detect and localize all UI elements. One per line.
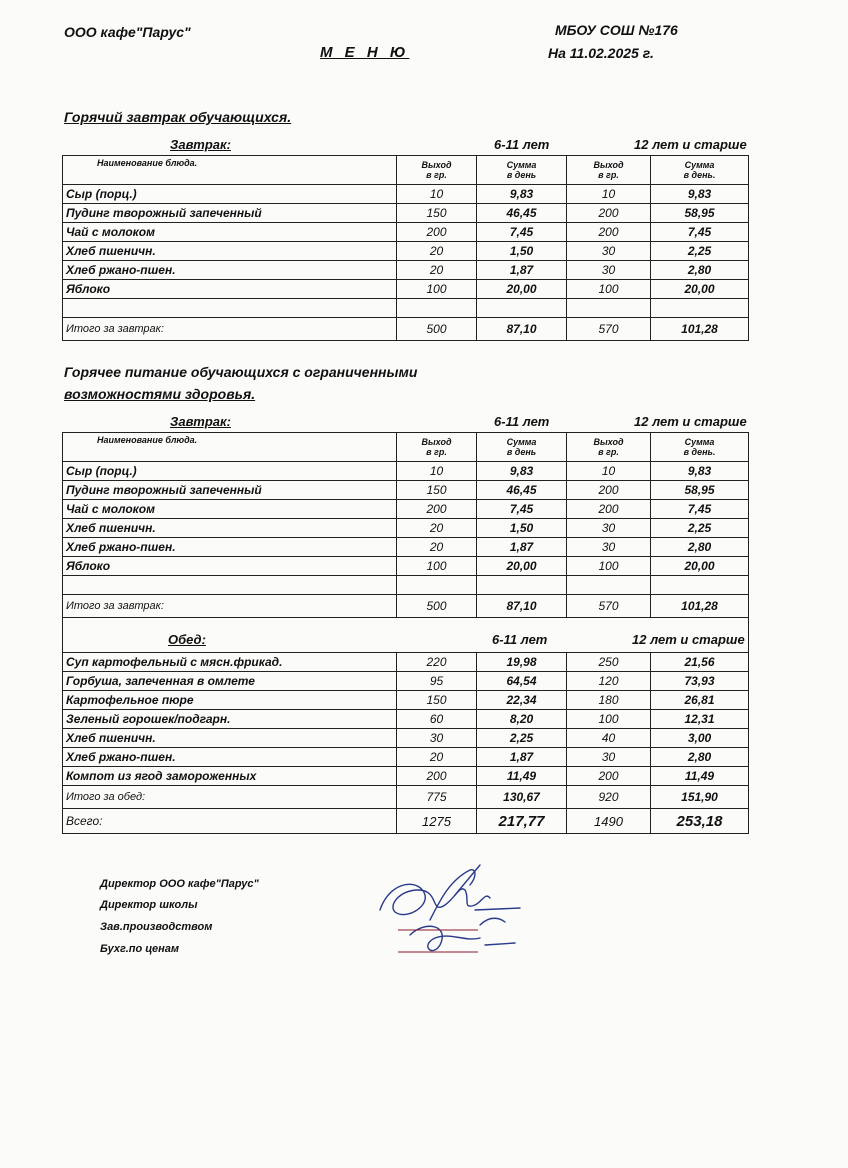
table-cell-out: 200 xyxy=(567,767,651,786)
col-header-out2: Выход в гр. xyxy=(567,156,651,185)
table-cell-sum: 8,20 xyxy=(477,710,567,729)
table-cell-out: 120 xyxy=(567,672,651,691)
table-cell-sum: 20,00 xyxy=(477,280,567,299)
table-cell-out: 20 xyxy=(397,242,477,261)
signature-label-production: Зав.производством xyxy=(100,921,213,933)
table-cell-name: Итого за завтрак: xyxy=(63,318,397,341)
col-header-sum1: Сумма в день xyxy=(477,433,567,462)
section1-age-young: 6-11 лет xyxy=(494,137,550,152)
table-cell-out: 40 xyxy=(567,729,651,748)
table-row-lunch-total xyxy=(63,786,749,809)
table-cell-name: Хлеб пшеничн. xyxy=(63,729,397,748)
table-cell-sum: 87,10 xyxy=(477,595,567,618)
table-cell-cell xyxy=(651,576,749,595)
table-cell-name: Горбуша, запеченная в омлете xyxy=(63,672,397,691)
table-cell-sum: 26,81 xyxy=(651,691,749,710)
breakfast-table-1 xyxy=(62,155,749,341)
table-cell-sum: 1,50 xyxy=(477,242,567,261)
col-header-sum2: Сумма в день. xyxy=(651,433,749,462)
table-row xyxy=(63,538,749,557)
table-cell-out: 200 xyxy=(567,204,651,223)
table-cell-out: 30 xyxy=(397,729,477,748)
table-cell-out: 100 xyxy=(567,710,651,729)
table-cell-sum: 20,00 xyxy=(651,280,749,299)
table-cell-name: Яблоко xyxy=(63,280,397,299)
table-cell-sum: 7,45 xyxy=(651,500,749,519)
table-cell-name: Картофельное пюре xyxy=(63,691,397,710)
table-cell-cell xyxy=(63,299,397,318)
table-row-empty xyxy=(63,576,749,595)
table-cell-sum: 20,00 xyxy=(477,557,567,576)
table-cell-out: 100 xyxy=(567,280,651,299)
table-cell-out: 20 xyxy=(397,261,477,280)
table-cell-sum: 2,80 xyxy=(651,261,749,280)
table-cell-sum: 9,83 xyxy=(477,185,567,204)
table-cell-name: Сыр (порц.) xyxy=(63,185,397,204)
table-cell-sum: 1,87 xyxy=(477,538,567,557)
table-cell-out: 30 xyxy=(567,261,651,280)
section2-age-old: 12 лет и старше xyxy=(634,414,747,429)
table-cell-sum: 9,83 xyxy=(651,462,749,481)
table-cell-sum: 9,83 xyxy=(651,185,749,204)
lunch-header-row xyxy=(63,618,749,653)
table-cell-out: 100 xyxy=(397,280,477,299)
table-row xyxy=(63,242,749,261)
col-header-sum1: Сумма в день xyxy=(477,156,567,185)
table-cell-name: Чай с молоком xyxy=(63,223,397,242)
page-title: М Е Н Ю xyxy=(320,44,410,61)
table-row xyxy=(63,204,749,223)
table-cell-sum: 73,93 xyxy=(651,672,749,691)
table-cell-out: 200 xyxy=(567,481,651,500)
table-cell-sum: 217,77 xyxy=(477,809,567,834)
table-cell-name: Сыр (порц.) xyxy=(63,462,397,481)
col-header-out1: Выход в гр. xyxy=(397,156,477,185)
table-cell-name: Всего: xyxy=(63,809,397,834)
table-cell-out: 775 xyxy=(397,786,477,809)
lunch-age-young: 6-11 лет xyxy=(492,632,548,647)
table-cell-sum: 87,10 xyxy=(477,318,567,341)
table-cell-name: Хлеб ржано-пшен. xyxy=(63,538,397,557)
table-cell-sum: 12,31 xyxy=(651,710,749,729)
table-cell-out: 150 xyxy=(397,691,477,710)
section1-title: Горячий завтрак обучающихся. xyxy=(64,109,292,125)
table-cell-out: 30 xyxy=(567,538,651,557)
section1-age-old: 12 лет и старше xyxy=(634,137,747,152)
table-cell-out: 200 xyxy=(397,767,477,786)
signature-label-director-school: Директор школы xyxy=(100,899,198,911)
table-cell-name: Итого за обед: xyxy=(63,786,397,809)
table-cell-out: 10 xyxy=(397,462,477,481)
table-cell-sum: 64,54 xyxy=(477,672,567,691)
table-cell-out: 200 xyxy=(397,223,477,242)
table-cell-cell xyxy=(567,576,651,595)
table-cell-out: 95 xyxy=(397,672,477,691)
table-cell-sum: 2,25 xyxy=(651,519,749,538)
table-cell-name: Итого за завтрак: xyxy=(63,595,397,618)
table-cell-out: 570 xyxy=(567,595,651,618)
col-header-out1: Выход в гр. xyxy=(397,433,477,462)
signature-label-director-cafe: Директор ООО кафе"Парус" xyxy=(100,878,259,890)
table-cell-out: 200 xyxy=(567,223,651,242)
section2-meal-label: Завтрак: xyxy=(170,414,231,429)
table-row xyxy=(63,748,749,767)
table-cell-cell xyxy=(397,576,477,595)
table-cell-cell xyxy=(477,299,567,318)
table-row xyxy=(63,729,749,748)
table-cell-name: Пудинг творожный запеченный xyxy=(63,481,397,500)
table-cell-cell xyxy=(63,618,749,653)
table-cell-out: 220 xyxy=(397,653,477,672)
table-row xyxy=(63,653,749,672)
table-row-grand-total xyxy=(63,809,749,834)
table-cell-sum: 2,80 xyxy=(651,538,749,557)
table-cell-out: 1490 xyxy=(567,809,651,834)
table-cell-sum: 2,25 xyxy=(477,729,567,748)
table-cell-out: 500 xyxy=(397,318,477,341)
table-cell-sum: 7,45 xyxy=(651,223,749,242)
table-cell-out: 250 xyxy=(567,653,651,672)
table-row xyxy=(63,462,749,481)
table-cell-out: 30 xyxy=(567,242,651,261)
table-cell-out: 100 xyxy=(397,557,477,576)
table-cell-out: 20 xyxy=(397,748,477,767)
table-cell-sum: 3,00 xyxy=(651,729,749,748)
table-cell-sum: 11,49 xyxy=(651,767,749,786)
table-cell-sum: 1,87 xyxy=(477,748,567,767)
table-cell-out: 150 xyxy=(397,204,477,223)
table-row-total xyxy=(63,595,749,618)
cafe-name: ООО кафе"Парус" xyxy=(64,24,191,40)
table-cell-sum: 7,45 xyxy=(477,500,567,519)
table-cell-out: 200 xyxy=(397,500,477,519)
table-row xyxy=(63,519,749,538)
table-cell-sum: 2,80 xyxy=(651,748,749,767)
table-cell-sum: 1,50 xyxy=(477,519,567,538)
lunch-age-old: 12 лет и старше xyxy=(632,632,745,647)
table-cell-name: Суп картофельный с мясн.фрикад. xyxy=(63,653,397,672)
table-cell-cell xyxy=(567,299,651,318)
table-cell-cell xyxy=(63,576,397,595)
table-row-empty xyxy=(63,299,749,318)
table-cell-sum: 9,83 xyxy=(477,462,567,481)
table-cell-sum: 46,45 xyxy=(477,481,567,500)
table-cell-sum: 1,87 xyxy=(477,261,567,280)
table-cell-out: 200 xyxy=(567,500,651,519)
table-cell-sum: 130,67 xyxy=(477,786,567,809)
handwritten-signature xyxy=(370,850,530,970)
table-row xyxy=(63,280,749,299)
table-row xyxy=(63,261,749,280)
table-cell-name: Хлеб пшеничн. xyxy=(63,519,397,538)
section2-age-young: 6-11 лет xyxy=(494,414,550,429)
table-cell-name: Яблоко xyxy=(63,557,397,576)
table-header-row xyxy=(63,433,749,462)
table-row xyxy=(63,557,749,576)
table-cell-out: 920 xyxy=(567,786,651,809)
col-header-sum2: Сумма в день. xyxy=(651,156,749,185)
table-cell-sum: 46,45 xyxy=(477,204,567,223)
signature-label-accountant: Бухг.по ценам xyxy=(100,943,179,955)
table-cell-name: Хлеб ржано-пшен. xyxy=(63,748,397,767)
table-cell-out: 180 xyxy=(567,691,651,710)
table-row xyxy=(63,223,749,242)
table-cell-out: 100 xyxy=(567,557,651,576)
table-cell-out: 20 xyxy=(397,538,477,557)
table-cell-sum: 21,56 xyxy=(651,653,749,672)
table-cell-out: 60 xyxy=(397,710,477,729)
table-cell-out: 500 xyxy=(397,595,477,618)
school-name: МБОУ СОШ №176 xyxy=(555,22,678,38)
table-cell-out: 150 xyxy=(397,481,477,500)
table-row xyxy=(63,500,749,519)
table-cell-sum: 151,90 xyxy=(651,786,749,809)
col-header-out2: Выход в гр. xyxy=(567,433,651,462)
table-cell-sum: 101,28 xyxy=(651,318,749,341)
table-cell-sum: 253,18 xyxy=(651,809,749,834)
table-cell-name: Компот из ягод замороженных xyxy=(63,767,397,786)
table-cell-sum: 19,98 xyxy=(477,653,567,672)
table-row xyxy=(63,185,749,204)
table-cell-sum: 58,95 xyxy=(651,204,749,223)
section1-meal-label: Завтрак: xyxy=(170,137,231,152)
table-cell-out: 1275 xyxy=(397,809,477,834)
table-cell-sum: 58,95 xyxy=(651,481,749,500)
table-row xyxy=(63,672,749,691)
table-row xyxy=(63,767,749,786)
table-cell-name: Хлеб пшеничн. xyxy=(63,242,397,261)
col-header-name: Наименование блюда. xyxy=(63,433,397,462)
table-row xyxy=(63,691,749,710)
table-cell-cell xyxy=(477,576,567,595)
table-cell-cell xyxy=(651,299,749,318)
table-cell-name: Хлеб ржано-пшен. xyxy=(63,261,397,280)
table-cell-sum: 20,00 xyxy=(651,557,749,576)
lunch-meal-label: Обед: xyxy=(168,632,206,647)
table-cell-out: 10 xyxy=(567,185,651,204)
table-cell-out: 20 xyxy=(397,519,477,538)
table-cell-out: 10 xyxy=(567,462,651,481)
menu-date: На 11.02.2025 г. xyxy=(548,45,654,61)
table-cell-out: 30 xyxy=(567,519,651,538)
table-row-total xyxy=(63,318,749,341)
table-row xyxy=(63,481,749,500)
table-cell-sum: 2,25 xyxy=(651,242,749,261)
table-cell-sum: 11,49 xyxy=(477,767,567,786)
table-cell-sum: 22,34 xyxy=(477,691,567,710)
section2-title-line1: Горячее питание обучающихся с ограниченными xyxy=(64,364,418,380)
table-cell-name: Пудинг творожный запеченный xyxy=(63,204,397,223)
section2-title-line2: возможностями здоровья. xyxy=(64,386,256,402)
ovz-menu-table xyxy=(62,432,749,834)
col-header-name: Наименование блюда. xyxy=(63,156,397,185)
table-header-row xyxy=(63,156,749,185)
table-cell-name: Чай с молоком xyxy=(63,500,397,519)
table-cell-out: 30 xyxy=(567,748,651,767)
table-cell-name: Зеленый горошек/подгарн. xyxy=(63,710,397,729)
table-cell-out: 570 xyxy=(567,318,651,341)
table-cell-sum: 7,45 xyxy=(477,223,567,242)
table-cell-sum: 101,28 xyxy=(651,595,749,618)
table-cell-cell xyxy=(397,299,477,318)
table-row xyxy=(63,710,749,729)
table-cell-out: 10 xyxy=(397,185,477,204)
